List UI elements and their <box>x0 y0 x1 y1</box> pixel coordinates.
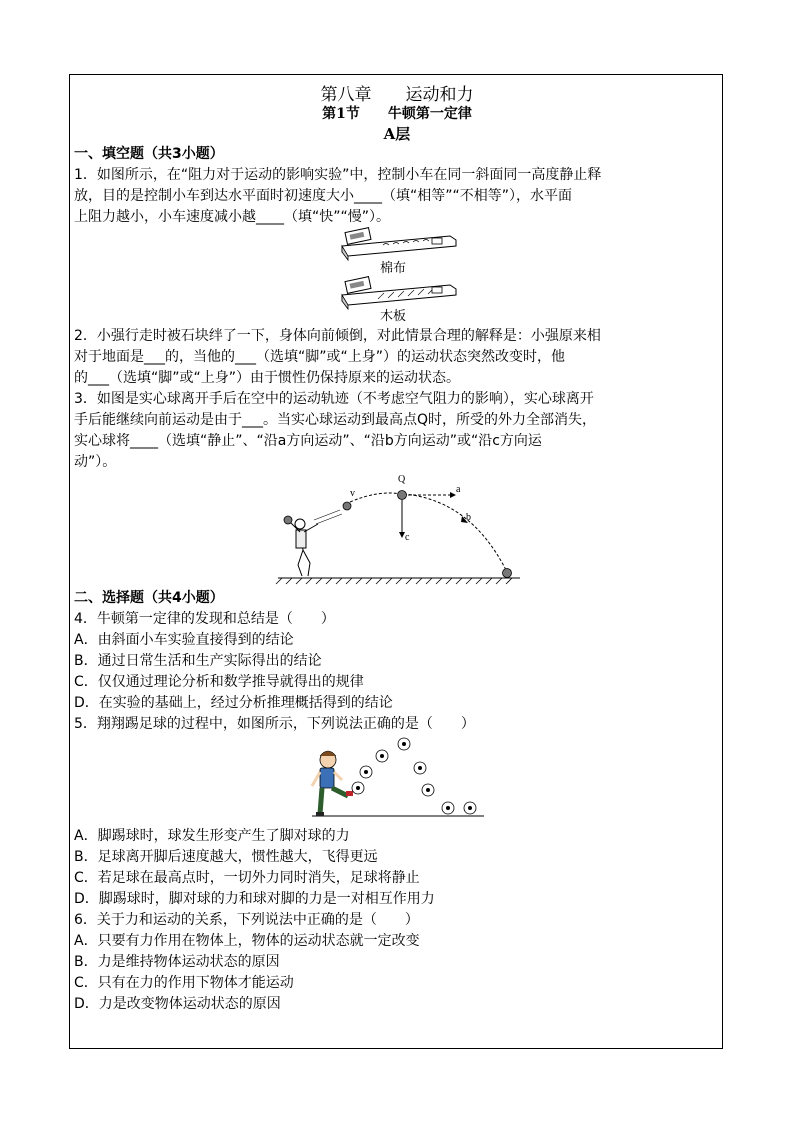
q4-option: B．通过日常生活和生产实际得出的结论 <box>74 653 322 669</box>
q3-line: 动”）。 <box>74 454 117 470</box>
q6-stem: 6．关于力和运动的关系，下列说法中正确的是（ ） <box>74 912 419 928</box>
q1-line: 1．如图所示，在“阻力对于运动的影响实验”中，控制小车在同一斜面同一高度静止释 <box>74 167 602 183</box>
q3-line: 实心球将____（选填“静止”、“沿a方向运动”、“沿b方向运动”或“沿c方向运 <box>74 433 542 449</box>
q5-option: D．脚踢球时，脚对球的力和球对脚的力是一对相互作用力 <box>74 891 435 907</box>
q6-option: A．只要有力作用在物体上，物体的运动状态就一定改变 <box>74 933 420 949</box>
part1-title: 一、填空题（共3小题） <box>74 146 224 162</box>
q6-option: B．力是维持物体运动状态的原因 <box>74 954 280 970</box>
q3-line: 手后能继续向前运动是由于___。当实心球运动到最高点Q时，所受的外力全部消失， <box>74 412 597 428</box>
label-q: Q <box>398 474 406 485</box>
q2-line: 对于地面是___的，当他的___（选填“脚”或“上身”）的运动状态突然改变时，他 <box>74 349 566 365</box>
q2-line: 2．小强行走时被石块绊了一下，身体向前倾倒，对此情景合理的解释是：小强原来相 <box>74 328 601 344</box>
shot-put-trajectory-figure <box>270 470 530 590</box>
section-title: 第1节 牛顿第一定律 <box>322 106 472 122</box>
level-title: A层 <box>383 125 411 143</box>
fig1-caption-cotton: 棉布 <box>379 261 406 276</box>
q5-option: A．脚踢球时，球发生形变产生了脚对球的力 <box>74 828 350 844</box>
cart-ramp-figure-wood <box>338 275 458 309</box>
label-v: v <box>350 488 355 499</box>
q4-option: D．在实验的基础上，经过分析推理概括得到的结论 <box>74 695 393 711</box>
cart-ramp-figure-cotton <box>338 226 458 260</box>
q4-option: C．仅仅通过理论分析和数学推导就得出的规律 <box>74 674 364 690</box>
label-a: a <box>456 484 461 495</box>
q2-line: 的___（选填“脚”或“上身”）由于惯性仍保持原来的运动状态。 <box>74 370 461 386</box>
q5-option: C．若足球在最高点时，一切外力同时消失，足球将静止 <box>74 870 420 886</box>
q4-option: A．由斜面小车实验直接得到的结论 <box>74 632 294 648</box>
q4-stem: 4．牛顿第一定律的发现和总结是（ ） <box>74 611 335 627</box>
football-kick-figure <box>308 738 488 820</box>
part2-title: 二、选择题（共4小题） <box>74 590 224 606</box>
q5-stem: 5．翔翔踢足球的过程中，如图所示，下列说法正确的是（ ） <box>74 716 475 732</box>
q3-line: 3．如图是实心球离开手后在空中的运动轨迹（不考虑空气阻力的影响），实心球离开 <box>74 391 594 407</box>
fig1-caption-wood: 木板 <box>379 309 406 324</box>
chapter-title: 第八章 运动和力 <box>320 85 474 105</box>
label-c: c <box>405 532 410 543</box>
q1-line: 放，目的是控制小车到达水平面时初速度大小____（填“相等”“不相等”），水平面 <box>74 188 573 204</box>
q6-option: D．力是改变物体运动状态的原因 <box>74 996 281 1012</box>
q6-option: C．只有在力的作用下物体才能运动 <box>74 975 294 991</box>
q1-line: 上阻力越小，小车速度减小越____（填“快”“慢”）。 <box>74 209 391 225</box>
label-b: b <box>466 512 471 523</box>
q5-option: B．足球离开脚后速度越大，惯性越大，飞得更远 <box>74 849 378 865</box>
